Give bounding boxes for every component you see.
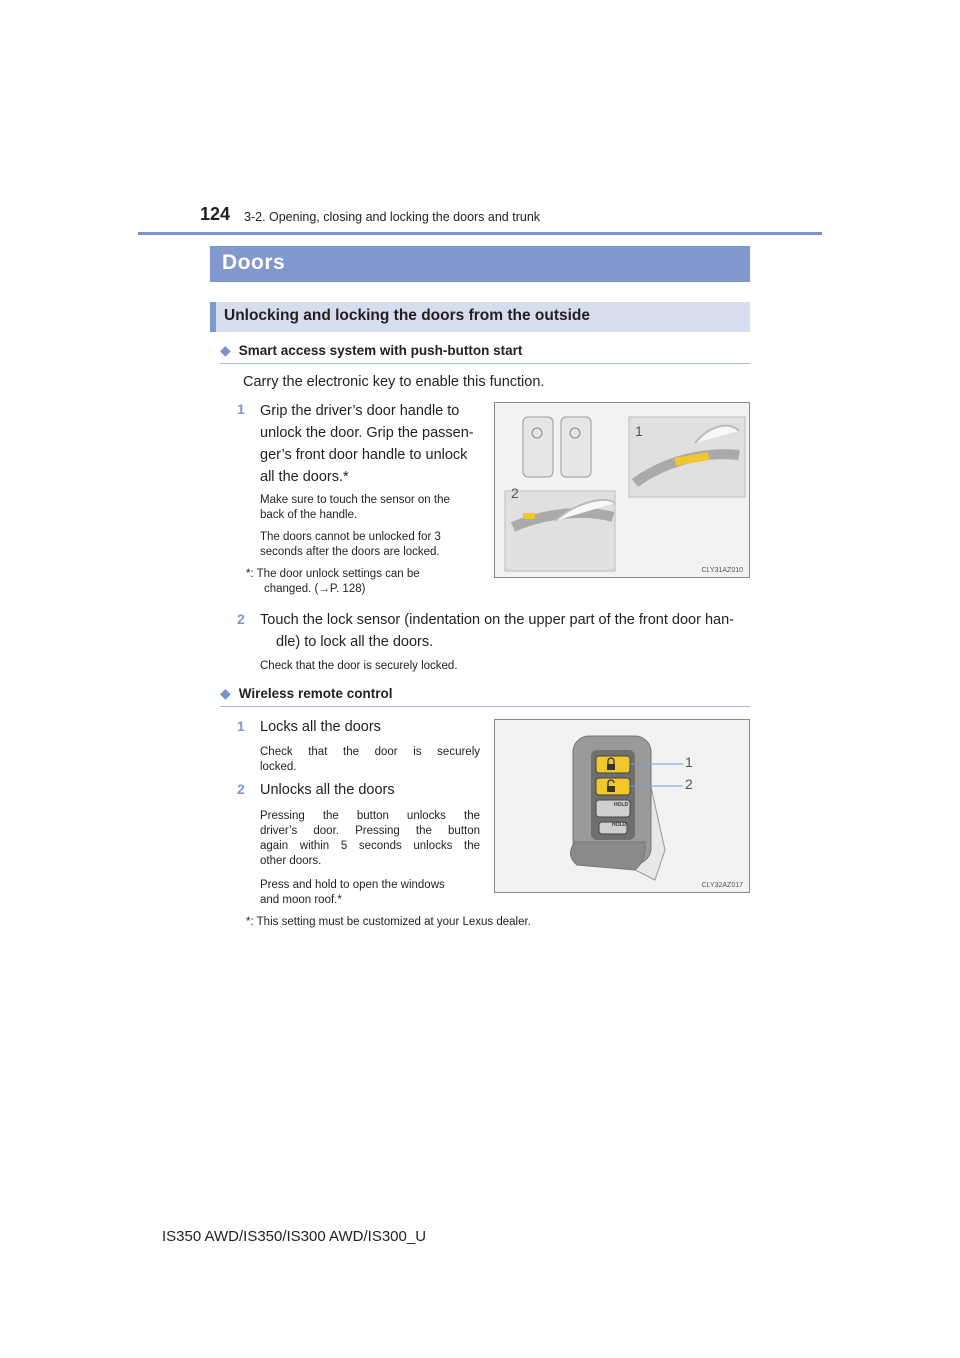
heading-rule (220, 363, 750, 364)
section-title: Doors (222, 251, 286, 274)
step1-text (260, 400, 480, 488)
footnote-line: *: The door unlock settings can be (246, 568, 420, 580)
heading-rule (220, 706, 750, 707)
figure-callout: 2 (511, 485, 519, 501)
note-line: driver’s door. Pressing the button (260, 825, 480, 837)
step1-line: all the doors.* (260, 469, 349, 485)
step1-note2 (260, 530, 482, 560)
smart-access-heading (220, 342, 522, 359)
door-handle-drawing (495, 403, 749, 577)
hold-button-label: HOLD (612, 822, 627, 828)
note-line: back of the handle. (260, 509, 358, 521)
note-line: Pressing the button unlocks the (260, 810, 480, 822)
remote-key-illustration (494, 719, 750, 893)
step-number: 1 (237, 718, 245, 734)
note-line: again within 5 seconds unlocks the (260, 840, 480, 852)
figure-callout: 2 (685, 776, 693, 792)
subsection-title-bar (210, 302, 750, 332)
subsection-title: Unlocking and locking the doors from the outside (224, 307, 590, 324)
wireless-step1-note (260, 745, 480, 775)
step1-line: ger’s front door handle to unlock (260, 447, 468, 463)
step-number: 2 (237, 781, 245, 797)
wireless-step2-note1 (260, 809, 480, 869)
wireless-step2-text: Unlocks all the doors (260, 782, 395, 798)
section-title-bar (210, 246, 750, 282)
figure-callout: 1 (635, 423, 643, 439)
wireless-heading-text: Wireless remote control (238, 686, 393, 701)
header-rule (138, 232, 822, 235)
wireless-step1-text: Locks all the doors (260, 719, 381, 735)
step2-text (260, 609, 750, 653)
smart-access-intro: Carry the electronic key to enable this function. (243, 374, 545, 390)
note-line: other doors. (260, 855, 322, 867)
page-footer: IS350 AWD/IS350/IS300 AWD/IS300_U (162, 1228, 427, 1245)
step-number: 1 (237, 401, 245, 417)
page-number: 124 (200, 204, 231, 224)
diamond-icon: ◆ (220, 685, 231, 701)
diamond-icon: ◆ (220, 342, 231, 358)
step2-note: Check that the door is securely locked. (260, 660, 458, 672)
step1-line: unlock the door. Grip the passen- (260, 425, 474, 441)
chapter-title: 3-2. Opening, closing and locking the doors and trunk (244, 210, 541, 224)
note-line: Make sure to touch the sensor on the (260, 494, 450, 506)
step1-note1 (260, 493, 482, 523)
note-line: and moon roof.* (260, 894, 342, 906)
wireless-footnote: *: This setting must be customized at your Lexus dealer. (246, 916, 531, 928)
hold-button-label: HOLD (614, 802, 629, 808)
step1-line: Grip the driver’s door handle to (260, 403, 460, 419)
figure-callout: 1 (685, 754, 693, 770)
note-line: The doors cannot be unlocked for 3 (260, 531, 441, 543)
figure-id: CLY32AZ017 (701, 882, 743, 889)
note-line: locked. (260, 761, 297, 773)
step2-line: Touch the lock sensor (indentation on the upper part of the front door han- (260, 612, 734, 628)
step1-footnote (246, 567, 482, 597)
note-line: Press and hold to open the windows (260, 879, 445, 891)
step2-line: dle) to lock all the doors. (276, 634, 434, 650)
step-number: 2 (237, 611, 245, 627)
door-handle-illustration (494, 402, 750, 578)
note-line: Check that the door is securely (260, 746, 480, 758)
figure-id: CLY31AZ010 (701, 567, 743, 574)
smart-access-heading-text: Smart access system with push-button start (238, 343, 523, 358)
wireless-heading (220, 685, 392, 702)
wireless-step2-note2 (260, 878, 480, 908)
footnote-line: changed. (→P. 128) (264, 583, 366, 595)
note-line: seconds after the doors are locked. (260, 546, 440, 558)
